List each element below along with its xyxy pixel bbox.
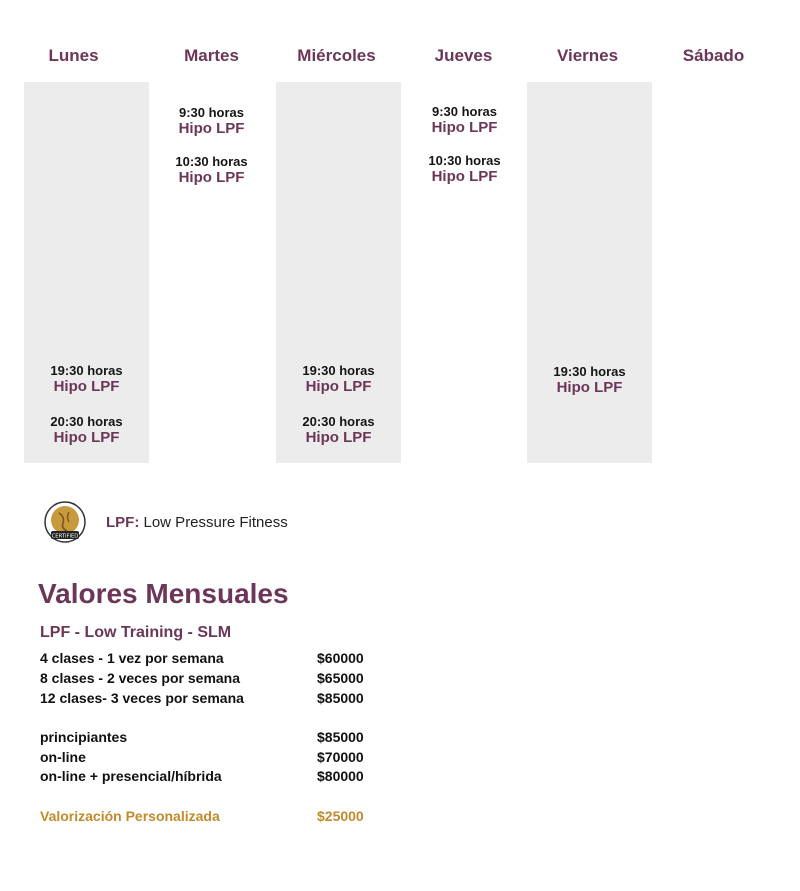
slot-class: Hipo LPF bbox=[53, 378, 120, 395]
class-slot bbox=[276, 414, 401, 446]
price-label: principiantes bbox=[40, 729, 128, 745]
price-label: 4 clases - 1 vez por semana bbox=[40, 650, 224, 666]
price-row bbox=[40, 690, 380, 710]
slot-class: Hipo LPF bbox=[556, 379, 623, 396]
class-slot bbox=[24, 414, 149, 446]
slot-class: Hipo LPF bbox=[431, 119, 498, 136]
slot-class: Hipo LPF bbox=[53, 429, 120, 446]
slot-class: Hipo LPF bbox=[178, 120, 245, 137]
slot-class: Hipo LPF bbox=[305, 429, 372, 446]
price-row-personalized bbox=[40, 808, 380, 828]
price-label: 12 clases- 3 veces por semana bbox=[40, 690, 244, 706]
slot-time: 20:30 horas bbox=[50, 414, 123, 429]
slot-time: 9:30 horas bbox=[431, 104, 498, 119]
price-amount: $25000 bbox=[317, 808, 364, 824]
day-column-miercoles bbox=[276, 82, 401, 463]
class-slot bbox=[149, 154, 274, 186]
day-header-lunes: Lunes bbox=[48, 46, 99, 65]
day-header-jueves: Jueves bbox=[434, 46, 493, 65]
prices-subtitle: LPF - Low Training - SLM bbox=[40, 624, 232, 641]
slot-time: 10:30 horas bbox=[175, 154, 248, 169]
price-row bbox=[40, 749, 380, 769]
day-header-miercoles: Miércoles bbox=[297, 46, 376, 65]
price-amount: $70000 bbox=[317, 749, 364, 765]
price-row bbox=[40, 670, 380, 690]
slot-class: Hipo LPF bbox=[431, 168, 498, 185]
day-column-jueves bbox=[402, 82, 527, 463]
price-amount: $85000 bbox=[317, 690, 364, 706]
price-label: on-line + presencial/híbrida bbox=[40, 768, 222, 784]
slot-class: Hipo LPF bbox=[305, 378, 372, 395]
price-label: 8 clases - 2 veces por semana bbox=[40, 670, 241, 686]
price-row bbox=[40, 768, 380, 788]
badge-label: CERTIFIED bbox=[51, 533, 79, 540]
price-row bbox=[40, 650, 380, 670]
legend-text bbox=[106, 514, 288, 531]
class-slot bbox=[276, 363, 401, 395]
slot-time: 19:30 horas bbox=[302, 363, 375, 378]
price-amount: $80000 bbox=[317, 768, 364, 784]
price-row bbox=[40, 729, 380, 749]
slot-time: 9:30 horas bbox=[178, 105, 245, 120]
slot-time: 10:30 horas bbox=[428, 153, 501, 168]
price-label: Valorización Personalizada bbox=[40, 808, 220, 824]
day-column-sabado bbox=[651, 82, 776, 463]
day-header-viernes: Viernes bbox=[556, 46, 619, 65]
slot-time: 19:30 horas bbox=[50, 363, 123, 378]
day-column-martes bbox=[149, 82, 274, 463]
slot-time: 20:30 horas bbox=[302, 414, 375, 429]
legend-description: Low Pressure Fitness bbox=[143, 513, 288, 531]
day-column-viernes bbox=[527, 82, 652, 463]
class-slot bbox=[24, 363, 149, 395]
prices-title: Valores Mensuales bbox=[38, 578, 289, 609]
day-column-lunes bbox=[24, 82, 149, 463]
slot-class: Hipo LPF bbox=[178, 169, 245, 186]
price-amount: $85000 bbox=[317, 729, 364, 745]
class-slot bbox=[402, 153, 527, 185]
price-label: on-line bbox=[40, 749, 86, 765]
day-header-sabado: Sábado bbox=[682, 46, 745, 65]
slot-time: 19:30 horas bbox=[553, 364, 626, 379]
legend-abbr: LPF: bbox=[106, 513, 140, 531]
legend bbox=[44, 502, 288, 542]
class-slot bbox=[402, 104, 527, 136]
class-slot bbox=[149, 105, 274, 137]
price-amount: $60000 bbox=[317, 650, 364, 666]
lpf-certified-badge-icon bbox=[44, 501, 86, 543]
price-amount: $65000 bbox=[317, 670, 364, 686]
day-header-martes: Martes bbox=[184, 46, 239, 65]
class-slot bbox=[527, 364, 652, 396]
